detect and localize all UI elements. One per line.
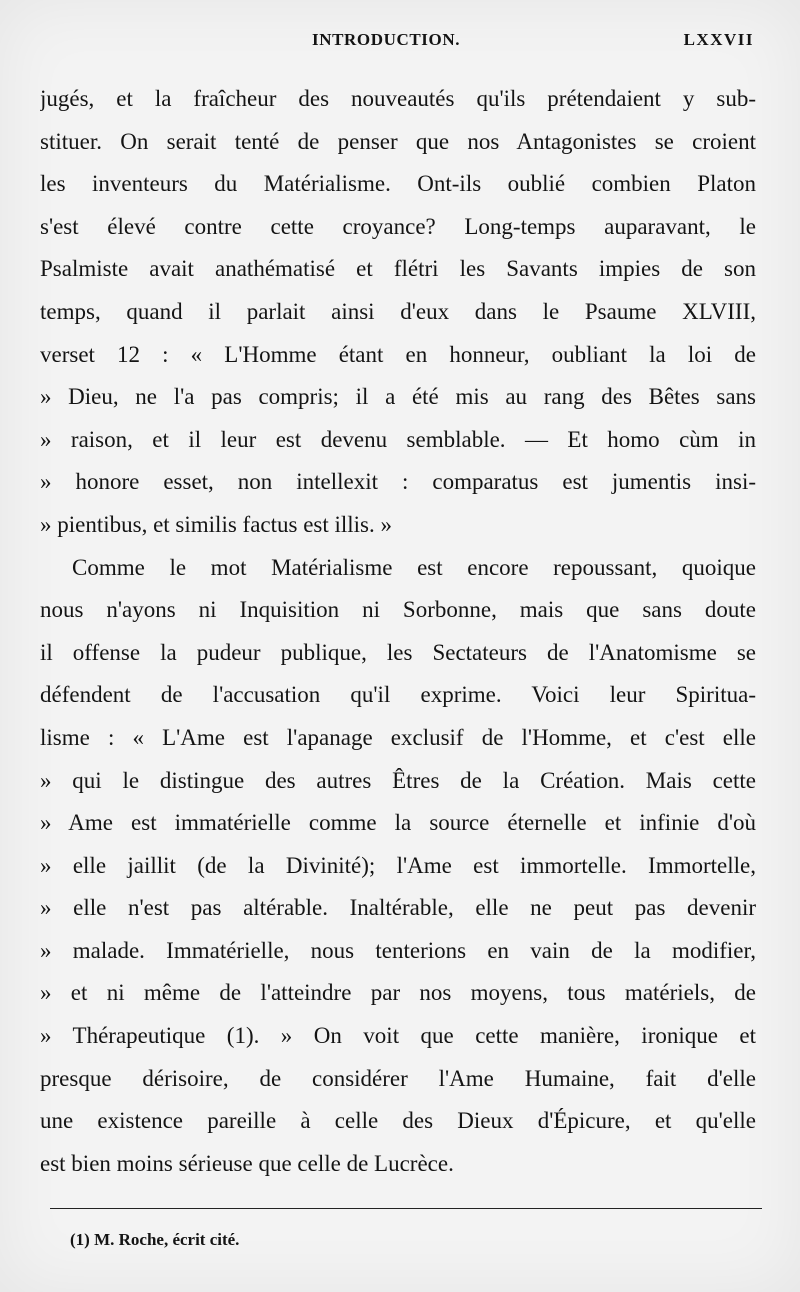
text-line: s'est élevé contre cette croyance? Long-temps auparavant, le [40, 213, 756, 239]
text-line: Comme le mot Matérialisme est encore repoussant, quoique [72, 554, 756, 580]
text-line: défendent de l'accusation qu'il exprime. Voici leur Spiritua- [40, 682, 756, 708]
text-line: les inventeurs du Matérialisme. Ont-ils oublié combien Platon [40, 171, 756, 197]
text-line: temps, quand il parlait ainsi d'eux dans le Psaume XLVIII, [40, 298, 756, 324]
text-line: Psalmiste avait anathématisé et flétri les Savants impies de son [40, 256, 756, 282]
text-line: » qui le distingue des autres Êtres de la Création. Mais cette [40, 767, 756, 793]
text-line: » honore esset, non intellexit : comparatus est jumentis insi- [40, 469, 756, 495]
text-line: jugés, et la fraîcheur des nouveautés qu'ils prétendaient y sub- [40, 86, 756, 111]
text-line: » elle jaillit (de la Divinité); l'Ame est immortelle. Immortelle, [40, 852, 756, 878]
text-line: » elle n'est pas altérable. Inaltérable, elle ne peut pas devenir [40, 895, 756, 921]
text-line: lisme : « L'Ame est l'apanage exclusif de l'Homme, et c'est elle [40, 724, 756, 750]
running-title: INTRODUCTION. [312, 30, 461, 49]
text-line: » et ni même de l'atteindre par nos moyens, tous matériels, de [40, 980, 756, 1006]
text-line: » raison, et il leur est devenu semblable. — Et homo cùm in [40, 426, 756, 452]
text-line: » Dieu, ne l'a pas compris; il a été mis au rang des Bêtes sans [40, 384, 756, 410]
text-line: » malade. Immatérielle, nous tenterions en vain de la modifier, [40, 937, 756, 963]
text-line: est bien moins sérieuse que celle de Lucrèce. [40, 1150, 454, 1176]
body-text [40, 78, 756, 1185]
page-number: LXXVII [683, 30, 754, 49]
text-line: presque dérisoire, de considérer l'Ame Humaine, fait d'elle [40, 1065, 756, 1091]
text-line: il offense la pudeur publique, les Sectateurs de l'Anatomisme se [40, 639, 756, 665]
text-line: une existence pareille à celle des Dieux d'Épicure, et qu'elle [40, 1108, 756, 1134]
text-line: » Thérapeutique (1). » On voit que cette manière, ironique et [40, 1023, 756, 1049]
text-line: » Ame est immatérielle comme la source éternelle et infinie d'où [40, 810, 756, 836]
text-line: verset 12 : « L'Homme étant en honneur, oubliant la loi de [40, 341, 756, 367]
text-line: » pientibus, et similis factus est illis. » [40, 511, 393, 537]
text-line: stituer. On serait tenté de penser que nos Antagonistes se croient [40, 128, 756, 154]
running-head [0, 30, 800, 58]
footnote: (1) M. Roche, écrit cité. [70, 1230, 240, 1249]
footnote-rule [50, 1208, 762, 1209]
text-line: nous n'ayons ni Inquisition ni Sorbonne, mais que sans doute [40, 597, 756, 623]
